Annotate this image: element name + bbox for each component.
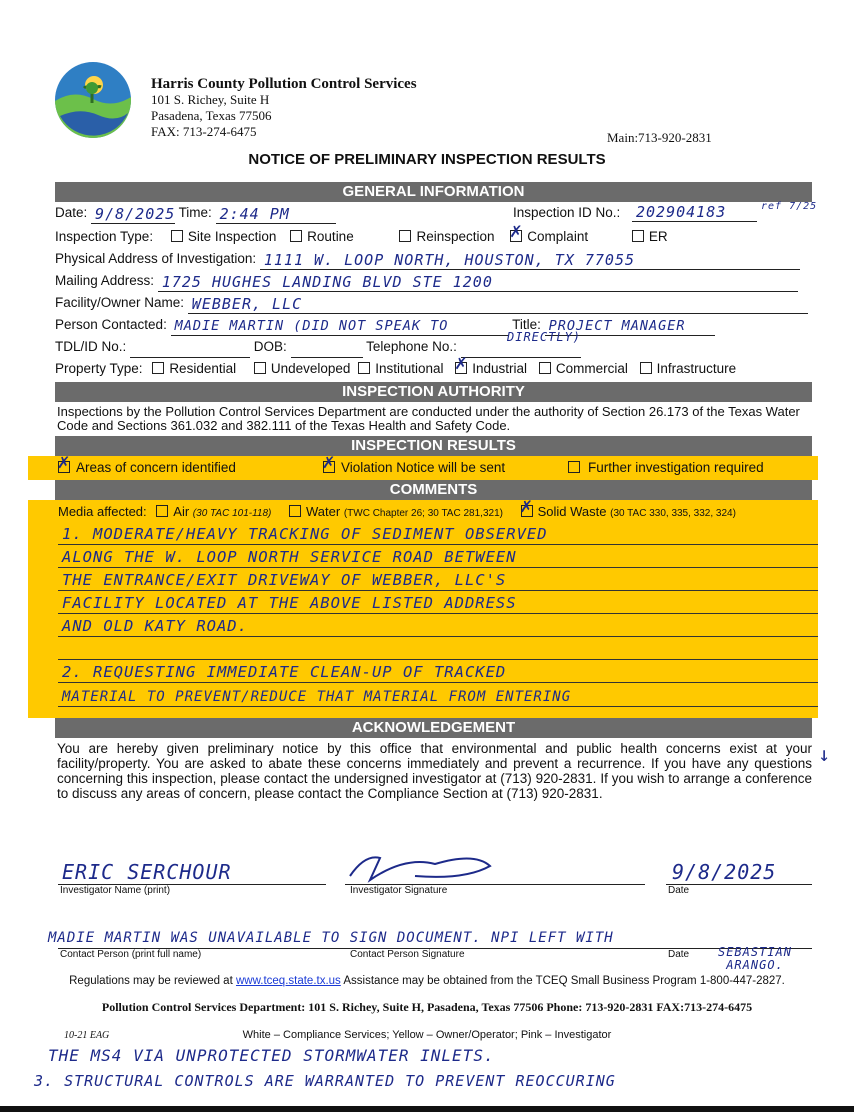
comments-header: COMMENTS [55, 480, 812, 500]
reinspection-label: Reinspection [416, 229, 495, 244]
regs-suffix: Assistance may be obtained from the TCEQ Small Business Program 1-800-447-2827. [343, 975, 785, 987]
mailing-address-field[interactable] [158, 274, 798, 292]
general-information-header: GENERAL INFORMATION [55, 182, 812, 202]
comment-text: MATERIAL TO PREVENT/REDUCE THAT MATERIAL FROM ENTERING [62, 689, 572, 705]
comment-line [58, 547, 818, 568]
industrial-label: Industrial [472, 361, 528, 376]
physical-address-field[interactable] [260, 252, 800, 270]
comment-text: 1. MODERATE/HEAVY TRACKING OF SEDIMENT OBSERVED [62, 525, 548, 543]
regulations-line [0, 975, 854, 987]
mailing-address-value: 1725 HUGHES LANDING BLVD STE 1200 [161, 273, 493, 291]
water-label: Water [305, 504, 341, 519]
dob-field[interactable] [291, 340, 363, 358]
air-checkbox[interactable] [156, 505, 168, 517]
copies-line: White – Compliance Services; Yellow – Owner/Operator; Pink – Investigator [242, 1029, 612, 1041]
areas-of-concern-checkbox[interactable] [58, 461, 70, 473]
department-line: Pollution Control Services Department: 101 S. Richey, Suite H, Pasadena, Texas 77506 Phone: 713-920-2831 FAX:713-274-6475 [101, 1000, 753, 1014]
routine-label: Routine [307, 229, 354, 244]
air-ref: (30 TAC 101-118) [192, 508, 272, 519]
media-affected-label: Media affected: [58, 504, 147, 519]
commercial-label: Commercial [555, 361, 628, 376]
site-inspection-checkbox[interactable] [171, 230, 183, 242]
agency-block [151, 76, 417, 140]
person-contacted-value: MADIE MARTIN (DID NOT SPEAK TO [174, 318, 449, 334]
owner-value: WEBBER, LLC [191, 295, 303, 313]
agency-main-phone: Main:713-920-2831 [607, 130, 712, 145]
routine-checkbox[interactable] [290, 230, 302, 242]
comment-line [58, 616, 818, 637]
person-contacted-row [55, 314, 812, 336]
owner-row [55, 292, 812, 314]
investigator-name-label: Investigator Name (print) [60, 885, 171, 896]
solid-waste-label: Solid Waste [537, 504, 607, 519]
water-checkbox[interactable] [289, 505, 301, 517]
authority-text: Inspections by the Pollution Control Services Department are conducted under the authority of Section 26.173 of the Texas Water Code and Sections 361.032 and 382.111 of the Texas Health and Safety Code. [57, 404, 800, 433]
bottom-handwriting-1: THE MS4 VIA UNPROTECTED STORMWATER INLETS. [48, 1046, 495, 1065]
agency-address1: 101 S. Richey, Suite H [151, 92, 270, 107]
violation-notice-label: Violation Notice will be sent [341, 460, 506, 475]
hcpcs-logo [54, 61, 132, 139]
bottom-handwriting-2: 3. STRUCTURAL CONTROLS ARE WARRANTED TO PREVENT REOCCURING [34, 1072, 616, 1090]
solid-waste-ref: (30 TAC 330, 335, 332, 324) [610, 508, 736, 519]
violation-notice-checkbox[interactable] [323, 461, 335, 473]
owner-label: Facility/Owner Name: [55, 295, 185, 310]
further-investigation-checkbox[interactable] [568, 461, 580, 473]
physical-address-row [55, 248, 812, 270]
regs-prefix: Regulations may be reviewed at [69, 975, 233, 987]
site-inspection-label: Site Inspection [187, 229, 277, 244]
solid-waste-checkbox[interactable] [521, 505, 533, 517]
investigator-signature-label: Investigator Signature [350, 885, 448, 896]
tdl-field[interactable] [130, 340, 250, 358]
institutional-label: Institutional [375, 361, 444, 376]
agency-fax: FAX: 713-274-6475 [151, 124, 257, 139]
complaint-label: Complaint [527, 229, 589, 244]
notice-title: NOTICE OF PRELIMINARY INSPECTION RESULTS [248, 151, 606, 168]
tceq-link[interactable]: www.tceq.state.tx.us [235, 975, 341, 987]
undeveloped-checkbox[interactable] [254, 362, 266, 374]
continuation-arrow-icon: ↓ [818, 742, 832, 766]
comment-line [58, 639, 818, 660]
further-investigation-label: Further investigation required [588, 460, 764, 475]
undeveloped-label: Undeveloped [270, 361, 351, 376]
industrial-checkbox[interactable] [455, 362, 467, 374]
comment-line [58, 662, 818, 683]
owner-field[interactable] [188, 296, 808, 314]
person-contacted-label: Person Contacted: [55, 317, 167, 332]
inspection-authority-header: INSPECTION AUTHORITY [55, 382, 812, 402]
comments-box [28, 500, 818, 718]
form-code: 10-21 EAG [64, 1030, 110, 1041]
time-value: 2:44 PM [219, 205, 290, 223]
tdl-row [55, 330, 812, 358]
acknowledgement-text: You are hereby given preliminary notice by this office that environmental and public health concerns exist at your facility/property. You are asked to abate these concerns immediately and prevent a recurrence. If you have any questions concerning this inspection, please contact the undersigned investigator at (713) 920-2831. If you wish to arrange a conference to discuss any areas of concern, please contact the Compliance Section at (713) 920-2831. [57, 741, 812, 801]
results-row [28, 456, 818, 480]
institutional-checkbox[interactable] [358, 362, 370, 374]
mailing-address-label: Mailing Address: [55, 273, 155, 288]
inspection-id-value: 202904183 [636, 203, 727, 221]
inspection-id-field[interactable] [632, 204, 757, 222]
comment-text: FACILITY LOCATED AT THE ABOVE LISTED ADDRESS [62, 594, 517, 612]
inspection-type-label: Inspection Type: [55, 229, 154, 244]
title-value: PROJECT MANAGER [548, 318, 686, 334]
investigator-date-value: 9/8/2025 [672, 860, 777, 884]
inspection-form [55, 182, 818, 801]
comment-text: THE ENTRANCE/EXIT DRIVEWAY OF WEBBER, LLC'S [62, 571, 507, 589]
commercial-checkbox[interactable] [539, 362, 551, 374]
person-contacted-note: DIRECTLY) [507, 330, 582, 344]
mailing-address-row [55, 270, 812, 292]
acknowledgement-header: ACKNOWLEDGEMENT [55, 718, 812, 738]
agency-address2: Pasadena, Texas 77506 [151, 108, 272, 123]
complaint-checkbox[interactable] [510, 230, 522, 242]
dob-label: DOB: [253, 339, 287, 354]
time-label: Time: [178, 205, 212, 220]
air-label: Air [173, 504, 190, 519]
infrastructure-checkbox[interactable] [640, 362, 652, 374]
comment-line [58, 686, 818, 707]
inspection-results-header: INSPECTION RESULTS [55, 436, 812, 456]
contact-signature-label: Contact Person Signature [350, 949, 465, 960]
time-field[interactable] [216, 206, 336, 224]
infrastructure-label: Infrastructure [656, 361, 737, 376]
agency-name: Harris County Pollution Control Services [151, 76, 417, 92]
comment-line [58, 570, 818, 591]
contact-name-label: Contact Person (print full name) [60, 949, 202, 960]
er-label: ER [648, 229, 668, 244]
contact-note: MADIE MARTIN WAS UNAVAILABLE TO SIGN DOCUMENT. NPI LEFT WITH [48, 930, 614, 946]
physical-address-value: 1111 W. LOOP NORTH, HOUSTON, TX 77055 [263, 251, 636, 269]
contact-date-value: SEBASTIAN ARANGO. [717, 945, 793, 972]
date-field[interactable] [91, 206, 175, 224]
date-value: 9/8/2025 [95, 205, 176, 223]
person-contacted-field[interactable] [171, 318, 509, 336]
investigator-name-value: ERIC SERCHOUR [62, 860, 232, 884]
property-type-label: Property Type: [55, 361, 143, 376]
title-label: Title: [512, 317, 541, 332]
telephone-label: Telephone No.: [366, 339, 457, 354]
comment-text: ALONG THE W. LOOP NORTH SERVICE ROAD BETWEEN [62, 548, 517, 566]
comment-line [58, 593, 818, 614]
property-type-row [55, 358, 812, 382]
water-ref: (TWC Chapter 26; 30 TAC 281,321) [343, 508, 503, 519]
page-edge [0, 1106, 854, 1112]
comment-line [58, 524, 818, 545]
comment-text: 2. REQUESTING IMMEDIATE CLEAN-UP OF TRACKED [62, 663, 507, 681]
areas-of-concern-label: Areas of concern identified [76, 460, 236, 475]
inspection-id-label: Inspection ID No.: [513, 205, 621, 220]
inspection-id-note: ref 7/25 [761, 201, 818, 212]
investigator-signature-mark [345, 846, 495, 886]
contact-date-label: Date [668, 949, 690, 960]
tdl-label: TDL/ID No.: [55, 339, 127, 354]
comment-text: AND OLD KATY ROAD. [62, 617, 248, 635]
physical-address-label: Physical Address of Investigation: [55, 251, 257, 266]
residential-label: Residential [169, 361, 237, 376]
er-checkbox[interactable] [632, 230, 644, 242]
media-affected-row [55, 500, 818, 524]
reinspection-checkbox[interactable] [399, 230, 411, 242]
residential-checkbox[interactable] [152, 362, 164, 374]
date-time-row [55, 201, 818, 226]
investigator-date-label: Date [668, 885, 690, 896]
inspection-type-row [55, 226, 812, 248]
date-label: Date: [55, 205, 88, 220]
